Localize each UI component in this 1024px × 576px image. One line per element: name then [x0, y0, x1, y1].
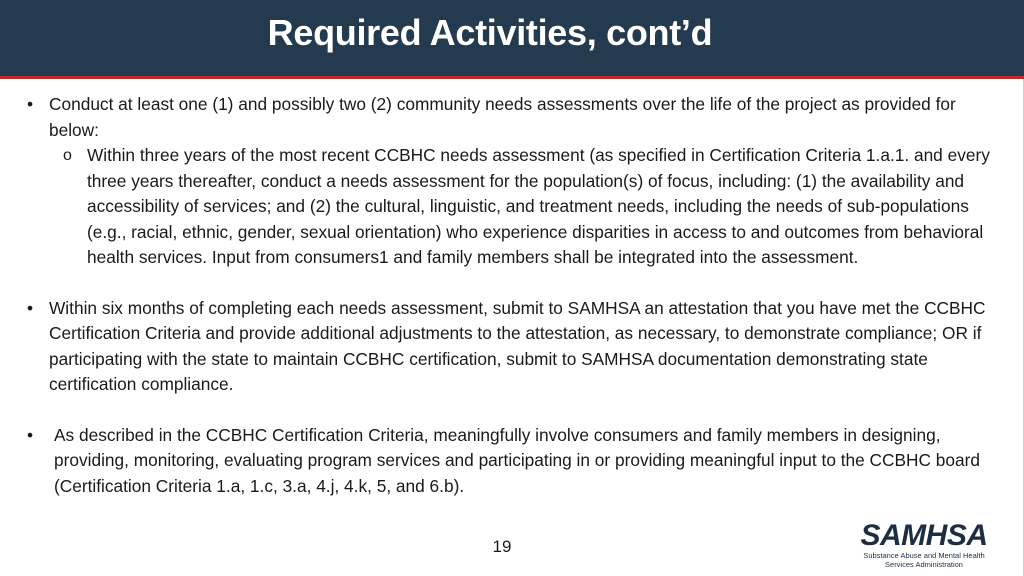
logo-wordmark: SAMHSA: [860, 519, 988, 552]
samhsa-logo: [850, 521, 998, 569]
slide-header: [0, 0, 1024, 79]
logo-tagline-1: Substance Abuse and Mental Health: [863, 551, 985, 560]
bullet-item: [0, 296, 1000, 398]
bullet-text: Within six months of completing each needs assessment, submit to SAMHSA an attestation that you have met the CCBHC Certification Criteria and provide additional adjustments to the attestation, as necessary, to demonstrate compliance; OR if participating with the state to maintain CCBHC certification, submit to SAMHSA documentation demonstrating state certification compliance.: [49, 297, 986, 394]
slide-title: Required Activities, cont’d: [267, 12, 713, 53]
bullet-mark: •: [27, 297, 34, 318]
bullet-mark: •: [27, 424, 34, 445]
sub-bullet-mark: o: [63, 147, 72, 164]
logo-tagline-2: Services Administration: [885, 560, 963, 569]
bullet-item: [0, 92, 1000, 271]
bullet-mark: •: [27, 94, 34, 114]
page-number: 19: [492, 537, 512, 556]
bullet-text: Conduct at least one (1) and possibly two (2) community needs assessments over the life of the project as provided for below:: [49, 94, 956, 140]
bullet-item: [0, 423, 1000, 500]
sub-bullet-text: Within three years of the most recent CCBHC needs assessment (as specified in Certification Criteria 1.a.1. and every three years thereafter, conduct a needs assessment for the population(s) of focus, including: (1) the availability and accessibility of services; and (2) the cultural, linguistic, and treatment needs, including the needs of sub-populations (e.g., racial, ethnic, gender, sexual orientation) who experience disparities in access to and outcomes from behavioral health services. Input from consumers1 and family members shall be integrated into the assessment.: [87, 145, 990, 267]
bullet-text: As described in the CCBHC Certification Criteria, meaningfully involve consumers and family members in designing, providing, monitoring, evaluating program services and participating in or providing meaningful input to the CCBHC board (Certification Criteria 1.a, 1.c, 3.a, 4.j, 4.k, 5, and 6.b).: [54, 424, 981, 496]
slide-body: [0, 92, 1000, 499]
sub-bullet-item: [0, 143, 1000, 271]
